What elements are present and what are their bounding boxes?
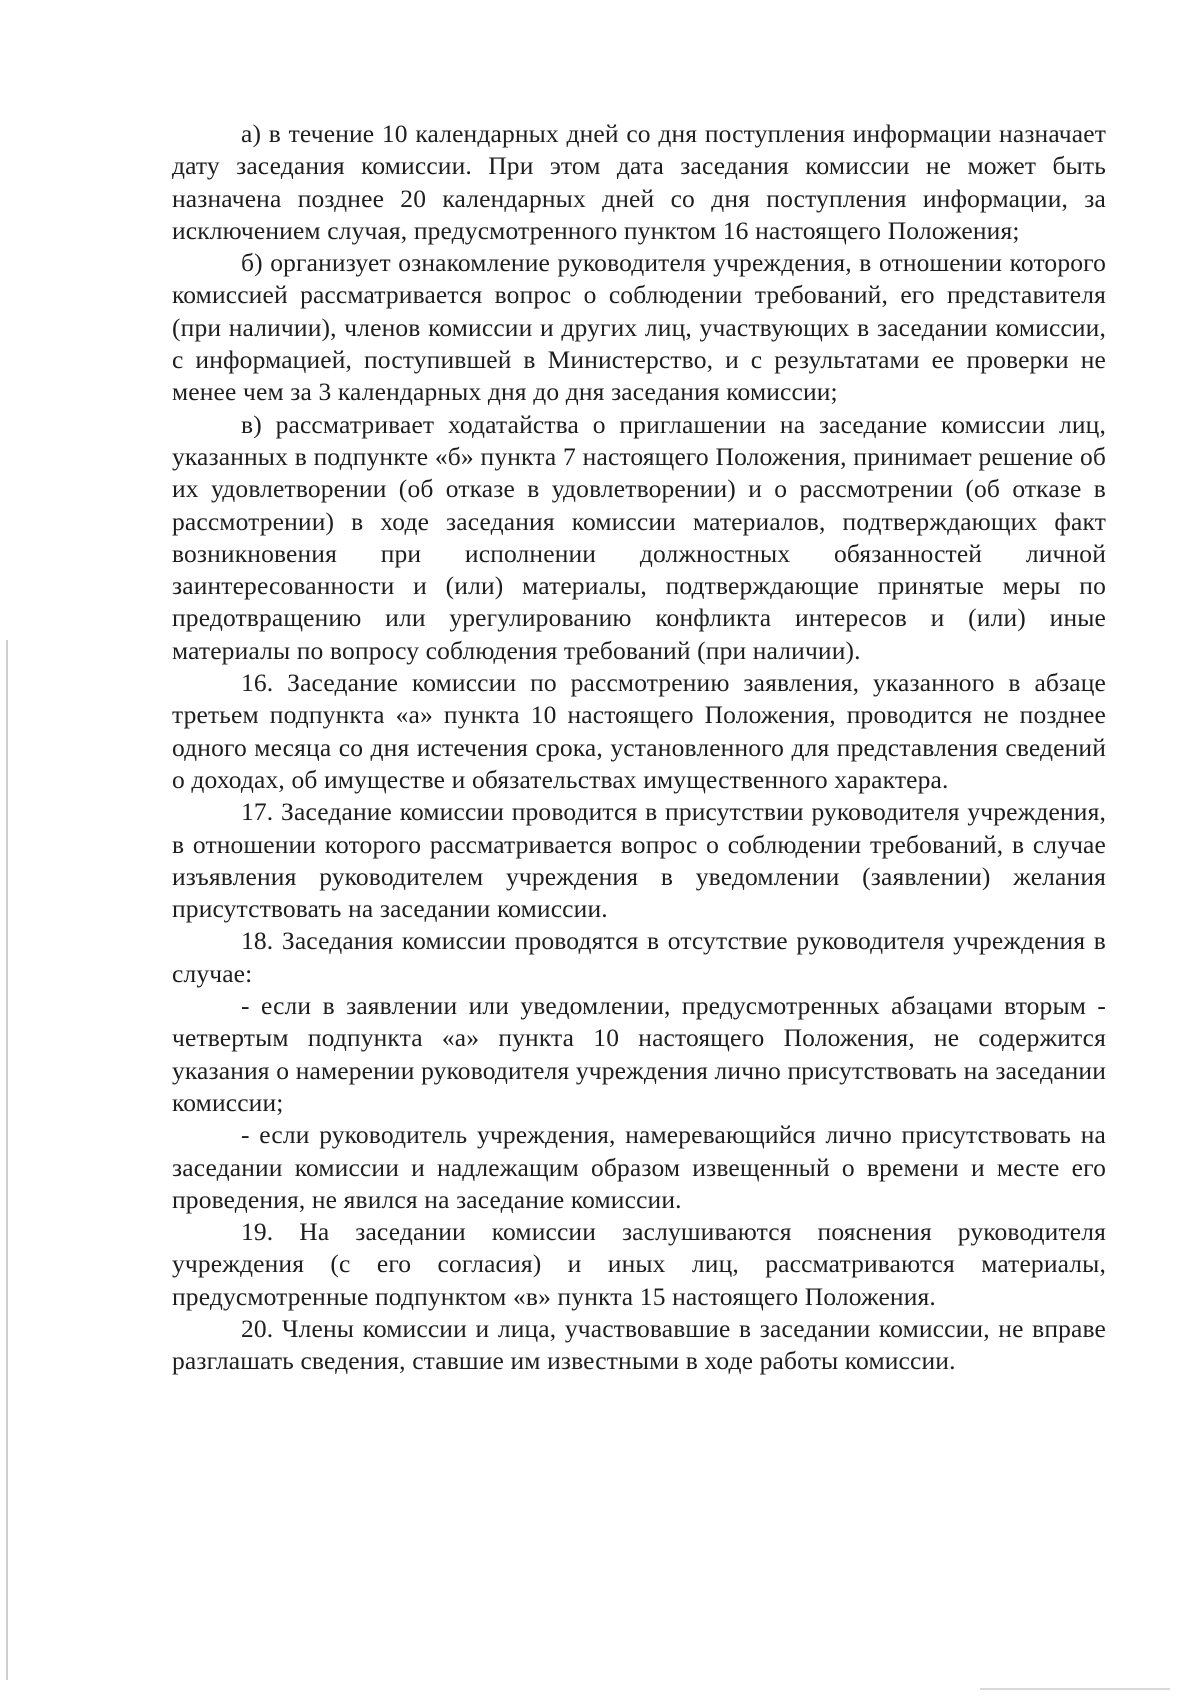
scan-bottom-line: [980, 1688, 1170, 1690]
paragraph-16: 16. Заседание комиссии по рассмотрению заявления, указанного в абзаце третьем подпункта «а» пункта 10 настоящего Положения, проводится не позднее одного месяца со дня истечения срока, установленного для представления сведений о доходах, об имуществе и обязательствах имущественного характера.: [172, 668, 1106, 794]
paragraph-18-item-2: - если руководитель учреждения, намеревающийся лично присутствовать на заседании комиссии и надлежащим образом извещенный о времени и месте его проведения, не явился на заседание комиссии.: [172, 1120, 1106, 1214]
paragraph-19: 19. На заседании комиссии заслушиваются пояснения руководителя учреждения (с его согласия) и иных лиц, рассматриваются материалы, предусмотренные подпунктом «в» пункта 15 настоящего Положения.: [172, 1217, 1106, 1311]
paragraph-15b: б) организует ознакомление руководителя учреждения, в отношении которого комиссией рассматривается вопрос о соблюдении требований, его представителя (при наличии), членов комиссии и других лиц, участвующих в заседании комиссии, с информацией, поступившей в Министерство, и с результатами ее проверки не менее чем за 3 календарных дня до дня заседания комиссии;: [172, 248, 1106, 407]
paragraph-17: 17. Заседание комиссии проводится в присутствии руководителя учреждения, в отношении которого рассматривается вопрос о соблюдении требований, в случае изъявления руководителем учреждения в уведомлении (заявлении) желания присутствовать на заседании комиссии.: [172, 797, 1106, 924]
paragraph-20: 20. Члены комиссии и лица, участвовавшие в заседании комиссии, не вправе разглашать сведения, ставшие им известными в ходе работы комиссии.: [172, 1313, 1106, 1376]
document-body: [172, 118, 1106, 1378]
paragraph-15a: а) в течение 10 календарных дней со дня поступления информации назначает дату заседания комиссии. При этом дата заседания комиссии не может быть назначена позднее 20 календарных дней со дня поступления информации, за исключением случая, предусмотренного пунктом 16 настоящего Положения;: [172, 119, 1106, 245]
scan-edge-line: [6, 640, 8, 1680]
paragraph-15v: в) рассматривает ходатайства о приглашении на заседание комиссии лиц, указанных в подпункте «б» пункта 7 настоящего Положения, принимает решение об их удовлетворении (об отказе в удовлетворении) и о рассмотрении (об отказе в рассмотрении) в ходе заседания комиссии материалов, подтверждающих факт возникновения при исполнении должностных обязанностей личной заинтересованности и (или) материалы, подтверждающие принятые меры по предотвращению или урегулированию конфликта интересов и (или) иные материалы по вопросу соблюдения требований (при наличии).: [172, 409, 1106, 665]
paragraph-18-item-1: - если в заявлении или уведомлении, предусмотренных абзацами вторым - четвертым подпункта «а» пункта 10 настоящего Положения, не содержится указания о намерении руководителя учреждения лично присутствовать на заседании комиссии;: [172, 991, 1106, 1117]
paragraph-18: 18. Заседания комиссии проводятся в отсутствие руководителя учреждения в случае:: [172, 926, 1106, 988]
